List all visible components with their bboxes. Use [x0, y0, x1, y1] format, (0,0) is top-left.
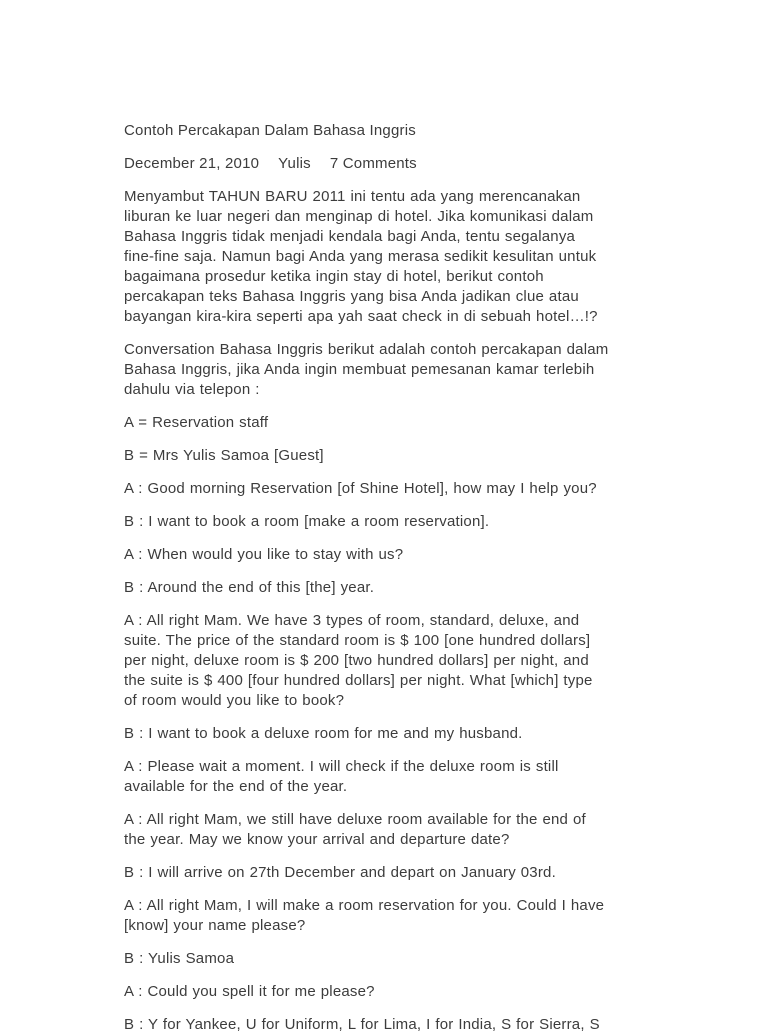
post-meta — [124, 154, 656, 174]
document-body — [124, 187, 656, 1035]
page-title: Contoh Percakapan Dalam Bahasa Inggris — [124, 122, 416, 139]
paragraph: A : Good morning Reservation [of Shine Hotel], how may I help you? — [124, 480, 597, 497]
post-date: December 21, 2010 — [124, 155, 260, 172]
paragraph: B : I want to book a deluxe room for me and my husband. — [124, 725, 523, 742]
paragraph: B : Yulis Samoa — [124, 950, 235, 967]
paragraph: A : Please wait a moment. I will check if the deluxe room is still available for the end of the year. — [124, 758, 559, 795]
paragraph: A : Could you spell it for me please? — [124, 983, 375, 1000]
paragraph: A : All right Mam, I will make a room reservation for you. Could I have [know] your name please? — [124, 897, 605, 934]
paragraph: A : All right Mam, we still have deluxe room available for the end of the year. May we know your arrival and departure date? — [124, 811, 586, 848]
paragraph: Conversation Bahasa Inggris berikut adalah contoh percakapan dalam Bahasa Inggris, jika Anda ingin membuat pemesanan kamar terlebih dahulu via telepon : — [124, 341, 609, 398]
paragraph: B = Mrs Yulis Samoa [Guest] — [124, 447, 324, 464]
paragraph: A = Reservation staff — [124, 414, 269, 431]
paragraph: Menyambut TAHUN BARU 2011 ini tentu ada yang merencanakan liburan ke luar negeri dan menginap di hotel. Jika komunikasi dalam Bahasa Inggris tidak menjadi kendala bagi Anda, tentu segalanya fine-fine saja. Namun bagi Anda yang merasa sedikit kesulitan untuk bagaimana prosedur ketika ingin stay di hotel, berikut contoh percakapan teks Bahasa Inggris yang bisa Anda jadikan clue atau bayangan kira-kira seperti apa yah saat check in di sebuah hotel…!? — [124, 188, 598, 325]
paragraph: B : Y for Yankee, U for Uniform, L for Lima, I for India, S for Sierra, S — [124, 1016, 600, 1033]
paragraph: B : I will arrive on 27th December and depart on January 03rd. — [124, 864, 556, 881]
paragraph: B : I want to book a room [make a room reservation]. — [124, 513, 490, 530]
paragraph: A : When would you like to stay with us? — [124, 546, 404, 563]
post-comments-count: 7 Comments — [329, 155, 417, 172]
post-author: Yulis — [278, 155, 311, 172]
paragraph: B : Around the end of this [the] year. — [124, 579, 375, 596]
paragraph: A : All right Mam. We have 3 types of room, standard, deluxe, and suite. The price of the standard room is $ 100 [one hundred dollars] per night, deluxe room is $ 200 [two hundred dollars] per night, and the suite is $ 400 [four hundred dollars] per night. What [which] type of room would you like to book? — [124, 612, 593, 709]
